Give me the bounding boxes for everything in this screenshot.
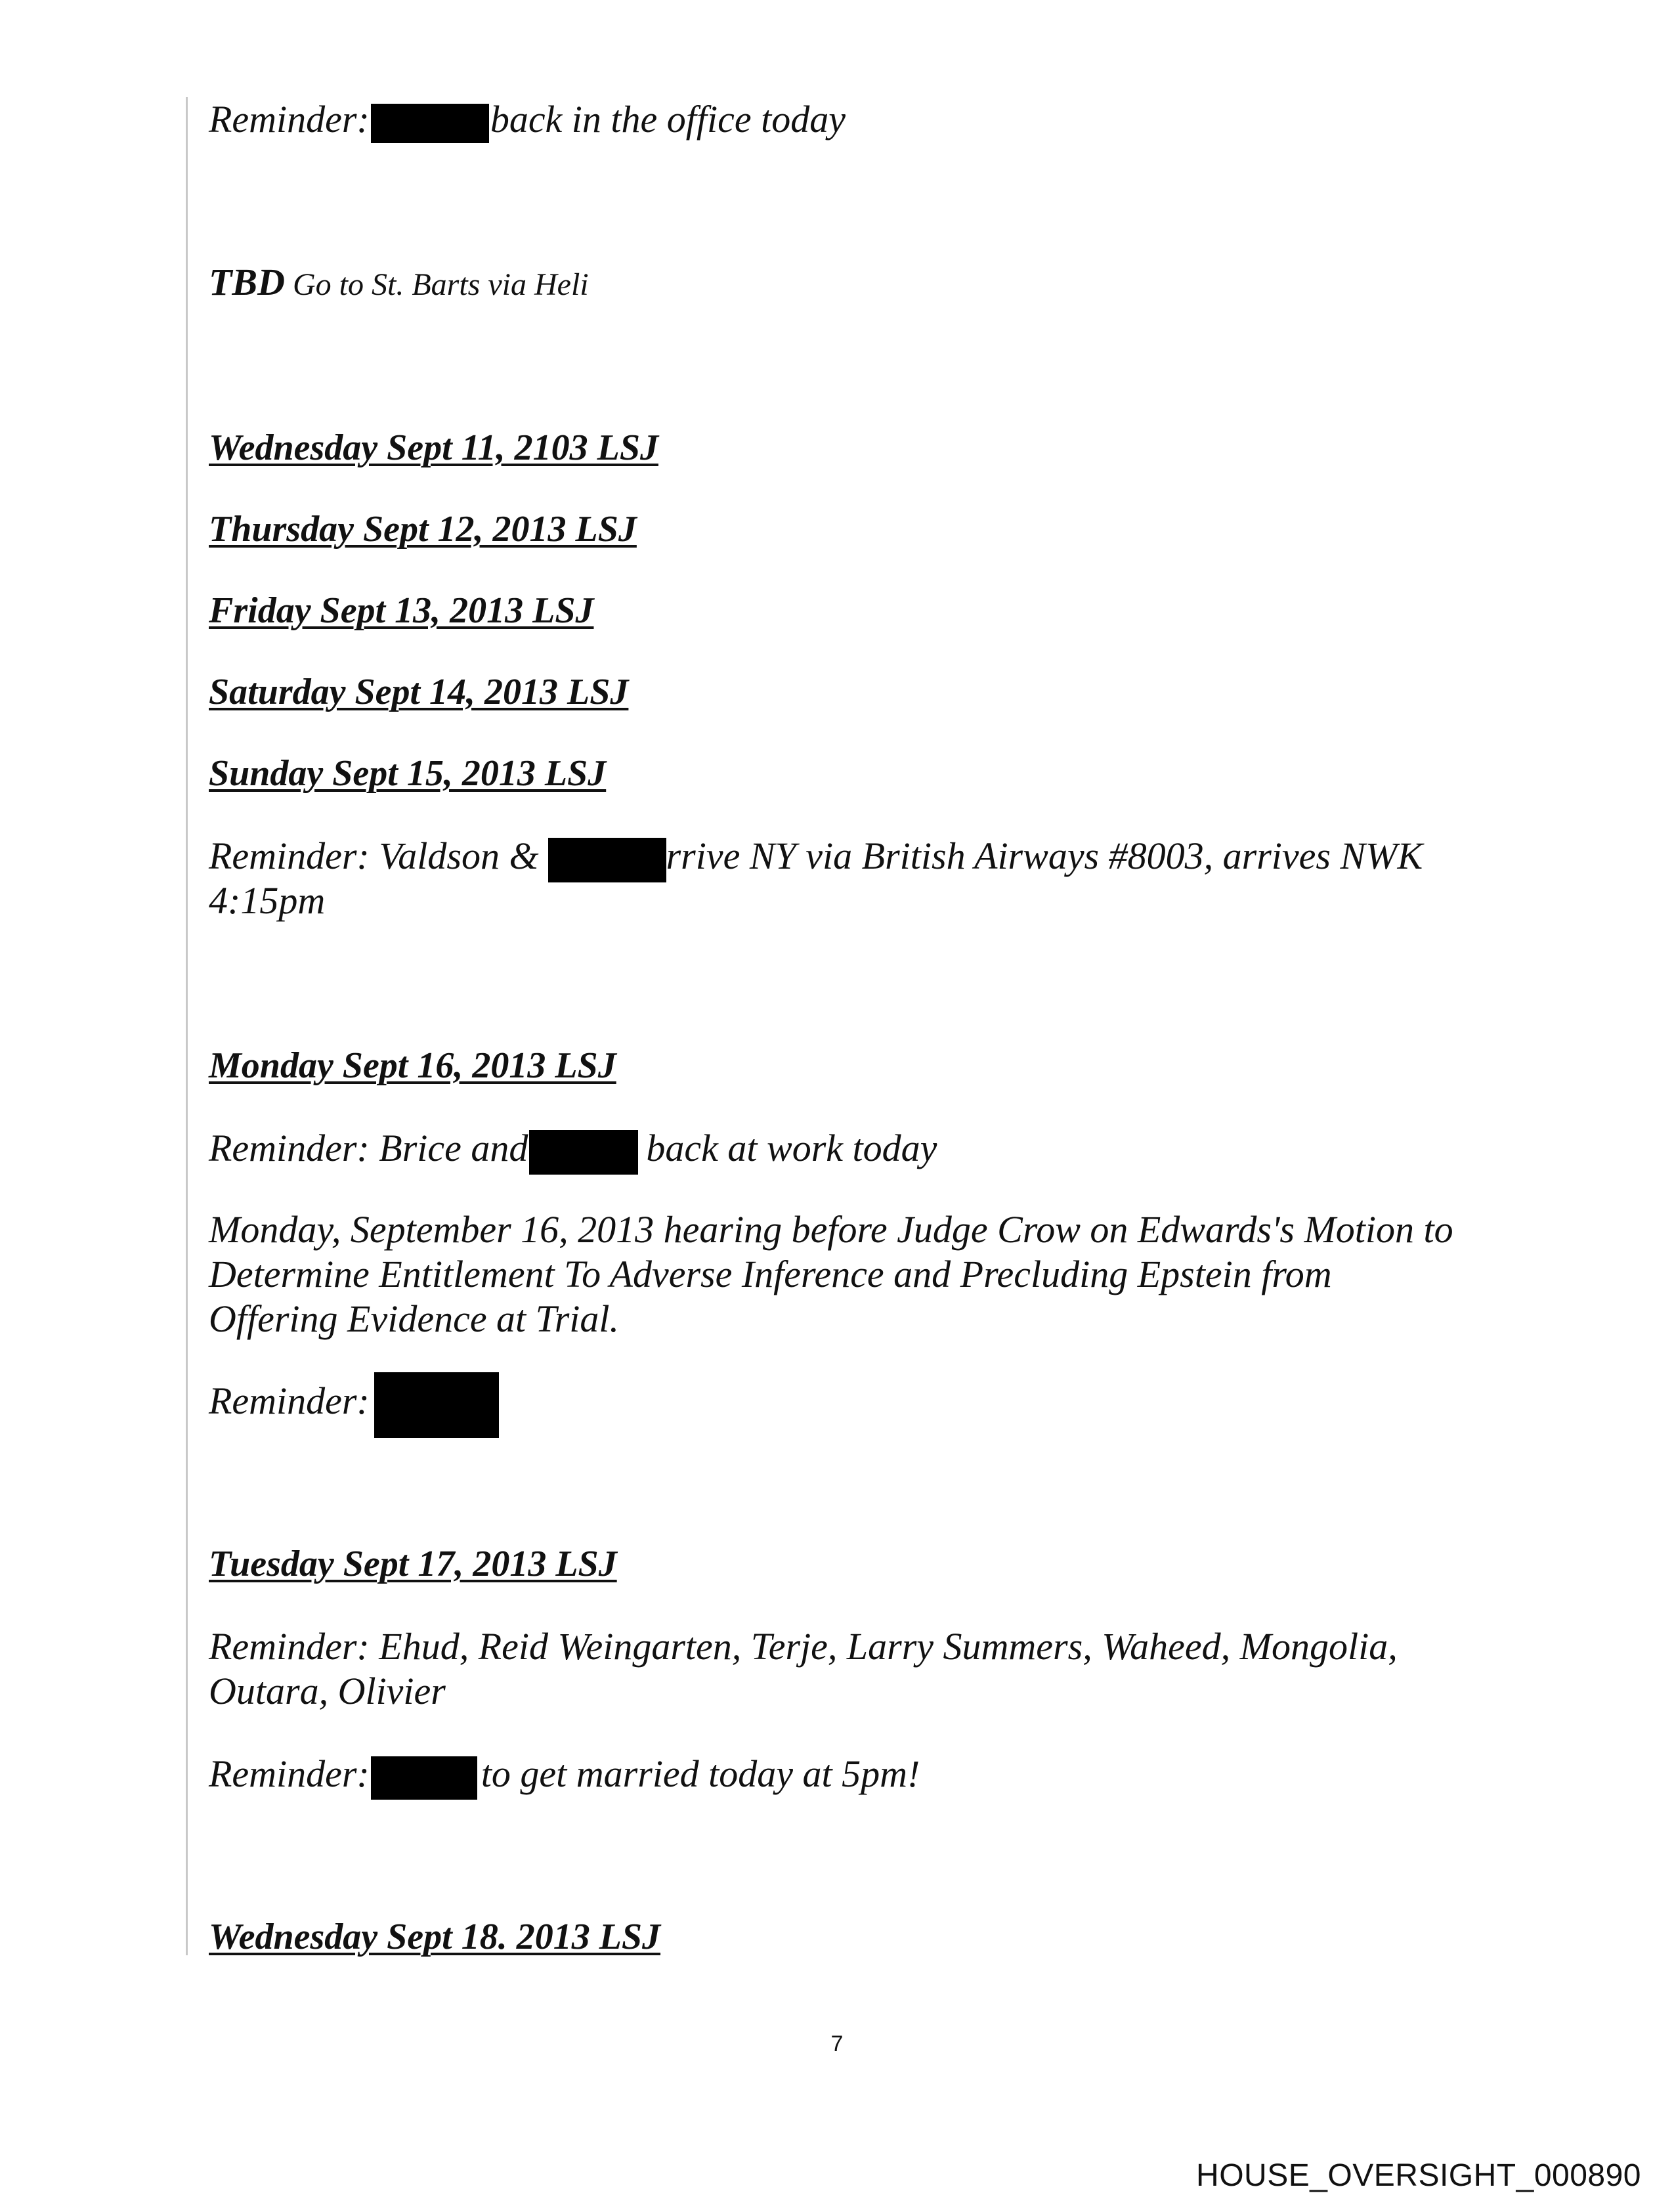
tbd-text: Go to St. Barts via Heli <box>293 267 589 302</box>
reminder-prefix: Reminder: Valdson & <box>209 835 539 877</box>
hearing-line-3: Offering Evidence at Trial. <box>209 1297 620 1340</box>
reminder-valdson-arrival-time: 4:15pm <box>209 879 326 922</box>
reminder-suffix: back in the office today <box>490 98 846 141</box>
reminder-suffix: rrive NY via British Airways #8003, arrives NWK <box>666 835 1423 877</box>
reminder-redacted <box>209 1379 370 1423</box>
margin-rule <box>186 97 188 1955</box>
heading-wednesday-sept-11: Wednesday Sept 11, 2103 LSJ <box>209 427 658 468</box>
reminder-brice-back-at-work <box>209 1126 937 1175</box>
page-number: 7 <box>830 2031 844 2056</box>
hearing-line-2: Determine Entitlement To Adverse Inference and Precluding Epstein from <box>209 1253 1332 1295</box>
reminder-prefix: Reminder: <box>209 1752 370 1795</box>
heading-sunday-sept-15: Sunday Sept 15, 2013 LSJ <box>209 753 607 794</box>
reminder-married <box>209 1752 920 1800</box>
heading-monday-sept-16: Monday Sept 16, 2013 LSJ <box>209 1045 616 1086</box>
reminder-valdson-arrival <box>209 834 1423 882</box>
reminder-names-line-1: Reminder: Ehud, Reid Weingarten, Terje, Larry Summers, Waheed, Mongolia, <box>209 1625 1398 1668</box>
redaction-box <box>548 838 666 882</box>
redaction-box <box>371 1756 477 1800</box>
heading-saturday-sept-14: Saturday Sept 14, 2013 LSJ <box>209 672 629 712</box>
tbd-tag: TBD <box>209 261 285 303</box>
bates-number: HOUSE_OVERSIGHT_000890 <box>1196 2158 1641 2193</box>
reminder-prefix: Reminder: <box>209 1379 370 1422</box>
redaction-box <box>529 1130 638 1175</box>
heading-wednesday-sept-18: Wednesday Sept 18. 2013 LSJ <box>209 1917 661 1957</box>
reminder-suffix: back at work today <box>646 1127 937 1169</box>
reminder-prefix: Reminder: Brice and <box>209 1127 528 1169</box>
reminder-suffix: to get married today at 5pm! <box>481 1752 920 1795</box>
tbd-line <box>209 260 589 304</box>
hearing-line-1: Monday, September 16, 2013 hearing before Judge Crow on Edwards's Motion to <box>209 1208 1453 1251</box>
heading-thursday-sept-12: Thursday Sept 12, 2013 LSJ <box>209 509 637 550</box>
redaction-box <box>374 1372 499 1438</box>
reminder-back-in-office <box>209 97 846 143</box>
heading-friday-sept-13: Friday Sept 13, 2013 LSJ <box>209 590 594 631</box>
heading-tuesday-sept-17: Tuesday Sept 17, 2013 LSJ <box>209 1544 617 1584</box>
reminder-names-line-2: Outara, Olivier <box>209 1670 446 1712</box>
redaction-box <box>371 104 489 143</box>
reminder-prefix: Reminder: <box>209 98 370 141</box>
